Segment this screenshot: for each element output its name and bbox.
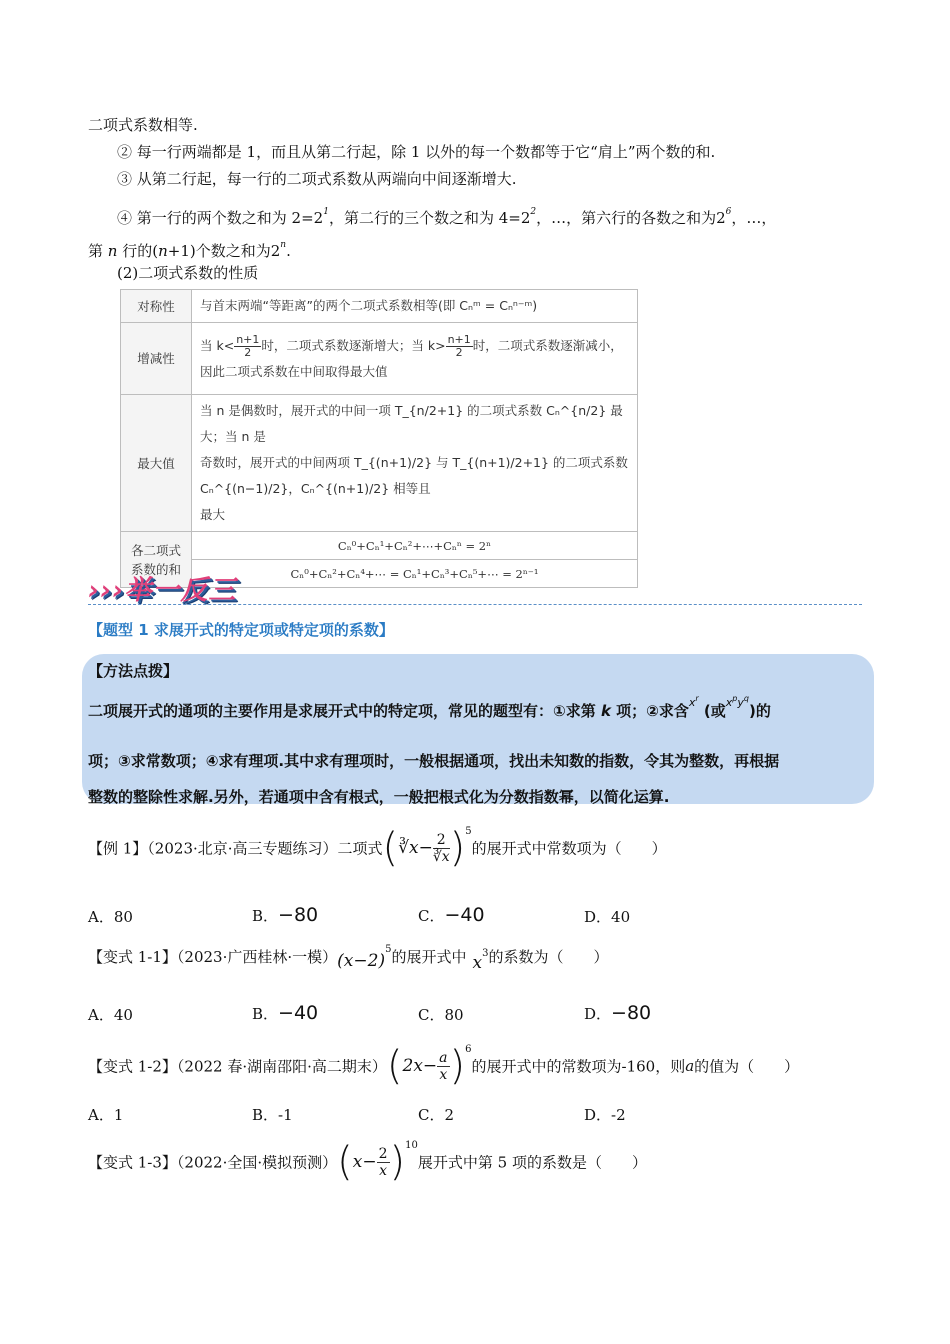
sup-n: n: [280, 240, 287, 250]
method-title: 【方法点拨】: [88, 662, 179, 680]
fraction-n-plus-1-over-2: [234, 334, 261, 359]
v13-frac-num: 2: [378, 1145, 388, 1162]
intro-line-3a: ④ 第一行的两个数之和为 2=: [117, 209, 314, 227]
v11-x-exponent: 3: [482, 948, 489, 959]
v12-option-d[interactable]: D．-2: [584, 1106, 626, 1124]
ex1-b-value: −80: [278, 904, 319, 926]
paren-open: (: [386, 1043, 403, 1089]
frac-num-b: n+1: [447, 332, 471, 346]
v13-frac-den: x: [379, 1162, 387, 1179]
v11-option-d[interactable]: [584, 1002, 651, 1024]
frac-num: n+1: [236, 332, 260, 346]
variant-1-2-question: [88, 1043, 800, 1089]
ex1-option-c[interactable]: [418, 904, 485, 926]
mono-c: 时，二项式系数逐渐减小，: [472, 337, 623, 353]
method-line-2: 项；③求常数项；④求有理项.其中求有理项时，一般根据通项，找出未知数的指数，令其为整数，再根据: [88, 752, 780, 770]
v11-option-c[interactable]: C．80: [418, 1006, 464, 1024]
variant-1-3-question: [88, 1139, 647, 1185]
method-l1a: 二项展开式的通项的主要作用是求展开式中的特定项，常见的题型有：①求第: [88, 702, 596, 720]
intro-line-0: 二项式系数相等.: [88, 116, 198, 134]
maximum-line-3: 最大: [200, 507, 226, 522]
v13-fraction: [377, 1146, 390, 1179]
ex1-c-label: C．: [418, 907, 445, 925]
paren-open: (: [382, 825, 399, 871]
v11-option-a[interactable]: A．40: [88, 1006, 133, 1024]
paren-open: (: [337, 1139, 353, 1185]
ex1-c-value: −40: [444, 904, 485, 926]
v11-d-value: −80: [611, 1002, 652, 1024]
v12-suffix-a: 的展开式中的常数项为-160，则: [471, 1057, 686, 1076]
intro-line-2: ③ 从第二行起，每一行的二项式系数从两端向中间逐渐增大.: [117, 170, 517, 188]
ex1-minus: −: [418, 838, 433, 858]
section-heading-properties: (2)二项式系数的性质: [117, 264, 259, 282]
sum-key-2: 系数的和: [130, 561, 181, 577]
num-two-b: 2: [520, 209, 531, 227]
ex1-prefix: 【例 1】（2023·北京·高三专题练习）二项式: [88, 839, 383, 858]
intro-line-4a: 第: [88, 242, 108, 260]
table-row: [121, 290, 638, 323]
intro-line-4c: +1)个数之和为: [167, 242, 271, 260]
paren-close: ): [449, 825, 466, 871]
ex1-cube-root-x: ∛x: [398, 838, 419, 858]
monotonic-line-1: [200, 333, 629, 359]
method-var-p: p: [732, 694, 738, 703]
ex1-frac-num: 2: [433, 832, 450, 849]
v12-prefix: 【变式 1-2】（2022 春·湖南邵阳·高二期末）: [88, 1057, 387, 1076]
table-row: [121, 395, 638, 532]
v13-prefix: 【变式 1-3】（2022·全国·模拟预测）: [88, 1153, 338, 1172]
method-var-r: r: [695, 694, 699, 703]
v11-prefix: 【变式 1-1】（2023·广西桂林·一模）: [88, 948, 338, 966]
method-var-x: x: [688, 696, 696, 709]
method-line-1: [88, 694, 771, 721]
var-n: n: [107, 242, 118, 260]
v12-expr: 2x−: [402, 1056, 438, 1076]
intro-line-3d: ，…，: [731, 209, 777, 227]
method-var-k: k: [600, 702, 611, 720]
ex1-b-label: B．: [252, 907, 279, 925]
maximum-line-2: 奇数时，展开式的中间两项 T_{(n+1)/2} 与 T_{(n+1)/2+1} 的二项式系数 Cₙ^{(n−1)/2}，Cₙ^{(n+1)/2} 相等且: [200, 455, 628, 496]
v12-option-a[interactable]: A．1: [88, 1106, 124, 1124]
v11-mid: 的展开式中: [391, 948, 467, 966]
v13-exponent: 10: [405, 1140, 418, 1151]
sup-2: 2: [530, 207, 537, 217]
num-two-a: 2: [313, 209, 324, 227]
frac-den-b: 2: [455, 345, 463, 359]
ex1-option-b[interactable]: [252, 904, 318, 926]
method-tips-box: [82, 654, 874, 804]
method-l1c: (或: [703, 702, 726, 720]
binomial-properties-table: [120, 289, 638, 588]
mono-a: 当 k<: [200, 337, 235, 353]
maximum-line-1: 当 n 是偶数时，展开式的中间一项 T_{n/2+1} 的二项式系数 Cₙ^{n/2} 最大；当 n 是: [200, 403, 623, 444]
num-two-d: 2: [270, 242, 281, 260]
row-key-maximum: 最大值: [121, 395, 192, 532]
sup-6: 6: [725, 207, 732, 217]
v11-b-label: B．: [252, 1005, 279, 1023]
table-row: [121, 323, 638, 395]
intro-line-4: [88, 234, 291, 262]
v13-expr: x−: [352, 1152, 377, 1172]
method-var-q: q: [743, 694, 749, 703]
fraction-n-plus-1-over-2-b: [446, 334, 473, 359]
method-l1b: 项；②求含: [616, 702, 689, 720]
v11-suffix: 的系数为（ ）: [488, 948, 609, 966]
ex1-option-d[interactable]: D．40: [584, 908, 631, 926]
v11-option-b[interactable]: [252, 1002, 318, 1024]
v12-frac-num: a: [439, 1049, 448, 1066]
paren-close: ): [449, 1043, 466, 1089]
intro-line-3: [117, 201, 776, 229]
v12-fraction: [437, 1050, 449, 1083]
ex1-exponent: 5: [465, 826, 472, 837]
example-1-question: [88, 825, 667, 871]
var-n-2: n: [158, 242, 168, 260]
method-l1d: )的: [748, 702, 771, 720]
v12-var-a: a: [685, 1057, 695, 1075]
v13-suffix: 展开式中第 5 项的系数是（ ）: [417, 1153, 647, 1172]
monotonic-line-2: 因此二项式系数在中间取得最大值: [200, 363, 388, 379]
method-var-xp: x: [725, 696, 733, 709]
v11-var-x: x: [472, 953, 483, 973]
frac-den: 2: [244, 345, 252, 359]
num-two-c: 2: [716, 209, 726, 227]
method-line-3: 整数的整除性求解.另外，若通项中含有根式，一般把根式化为分数指数幂，以简化运算.: [88, 788, 670, 806]
v12-option-b[interactable]: B．-1: [252, 1106, 293, 1124]
ex1-frac-den: ∛x: [432, 848, 450, 865]
v12-suffix-b: 的值为（ ）: [694, 1057, 800, 1076]
formula-sum-all: Cₙ⁰+Cₙ¹+Cₙ²+⋯+Cₙⁿ = 2ⁿ: [192, 532, 638, 560]
row-val-monotonic: [192, 323, 638, 395]
row-val-symmetry: 与首末两端“等距离”的两个二项式系数相等(即 Cₙᵐ = Cₙⁿ⁻ᵐ): [192, 290, 638, 323]
v11-expr: x−2: [343, 951, 379, 971]
v12-exponent: 6: [465, 1044, 472, 1055]
row-key-symmetry: 对称性: [121, 290, 192, 323]
intro-line-3c: ，…，第六行的各数之和为: [536, 209, 717, 227]
ex1-option-a[interactable]: A．80: [88, 908, 133, 926]
mono-b: 时，二项式系数逐渐增大；当 k>: [261, 337, 446, 353]
intro-line-1: ② 每一行两端都是 1，而且从第二行起，除 1 以外的每一个数都等于它“肩上”两个数的和.: [117, 143, 716, 161]
intro-line-3b: ，第二行的三个数之和为 4=: [328, 209, 521, 227]
ex1-fraction: [433, 832, 450, 865]
section-banner-title: ›››举一反三: [88, 575, 237, 606]
variant-1-1-question: [88, 944, 608, 973]
ex1-suffix: 的展开式中常数项为（ ）: [471, 839, 667, 858]
intro-line-4d: .: [286, 242, 291, 260]
row-key-monotonic: 增减性: [121, 323, 192, 395]
v11-b-value: −40: [278, 1002, 319, 1024]
dashed-divider: [88, 604, 862, 605]
row-val-maximum: [192, 395, 638, 532]
method-var-y: y: [737, 696, 744, 709]
v12-frac-den: x: [439, 1066, 448, 1083]
formula-sum-odd-even: Cₙ⁰+Cₙ²+Cₙ⁴+⋯ = Cₙ¹+Cₙ³+Cₙ⁵+⋯ = 2ⁿ⁻¹: [192, 560, 638, 588]
intro-line-4b: 行的(: [117, 242, 159, 260]
v11-expr-wrap: (x−2): [337, 951, 386, 971]
v11-d-label: D．: [584, 1005, 612, 1023]
type-1-heading: 【题型 1 求展开式的特定项或特定项的系数】: [88, 621, 394, 639]
paren-close: ): [389, 1139, 406, 1185]
v12-option-c[interactable]: C．2: [418, 1106, 455, 1124]
table-row: [121, 532, 638, 560]
v11-exponent: 5: [385, 944, 392, 955]
sum-key-1: 各二项式: [130, 542, 181, 558]
sup-1: 1: [323, 207, 329, 217]
